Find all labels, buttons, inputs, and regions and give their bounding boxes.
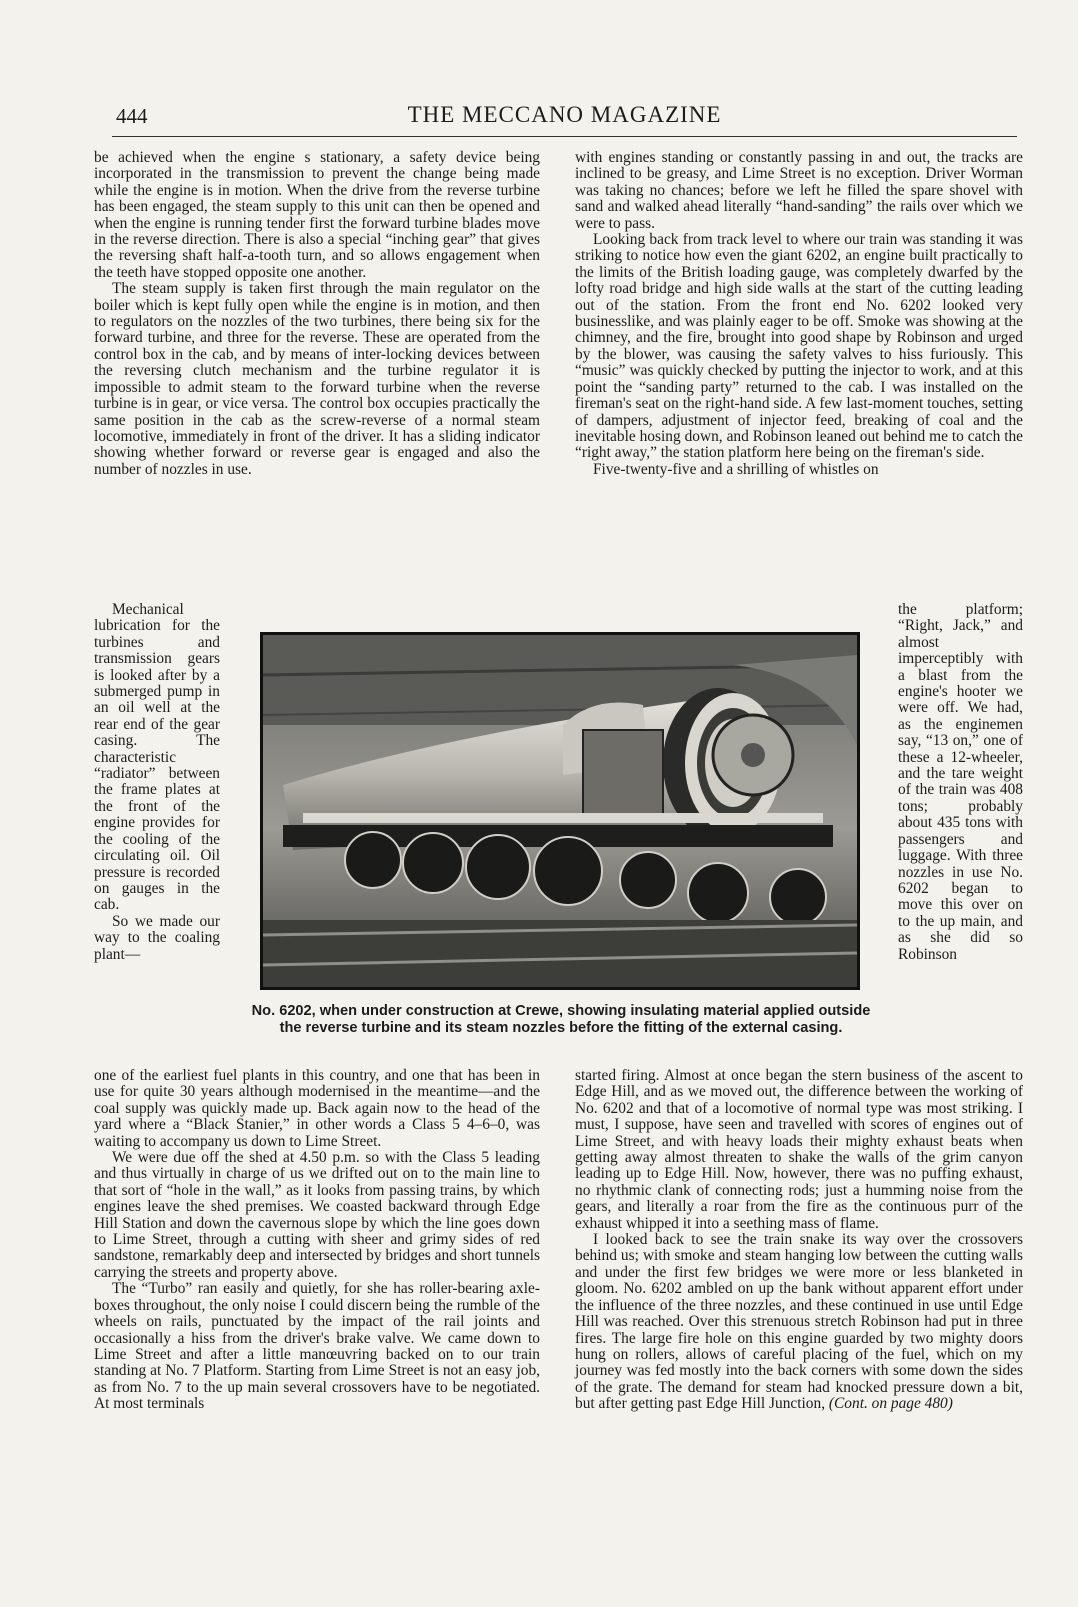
continued-note: (Cont. on page 480) (828, 1395, 953, 1413)
paragraph: The steam supply is taken first through the main regulator on the boiler which is kept fully open while the engine is in motion, and then to regulators on the nozzles of the two turbines, there being six for the forward turbine, and three for the reverse. These are operated from the control box in the cab, and by means of inter-locking devices between the reversing clutch mechanism and the turbine regulator it is impossible to admit steam to the forward turbine when the reverse turbine is in gear, or vice versa. The control box occupies practically the same position in the cab as the screw-reverse of a normal steam locomotive, immediately in front of the driver. It has a sliding indicator showing whether forward or reverse gear is engaged and also the number of nozzles in use. (94, 280, 540, 478)
right-column-top (575, 150, 1023, 478)
paragraph: be achieved when the engine s stationary, a safety device being incorporated in the transmission to prevent the change being made while the engine is in motion. When the drive from the reverse turbine has been engaged, the steam supply to this unit can then be opened and when the engine is running tender first the forward turbine blades move in the reverse direction. There is also a special “inching gear” that gives the reversing shaft half-a-tooth turn, and so allows engagement when the teeth have stopped opposite one another. (94, 149, 540, 281)
left-column-top (94, 150, 540, 478)
paragraph: So we made our way to the coaling plant— (94, 912, 220, 963)
paragraph-text: I looked back to see the train snake its way over the crossovers behind us; with smoke and steam hanging low between the cutting walls and under the first few bridges we were more or less blanketed in gloom. No. 6202 ambled on up the bank without apparent effort under the influence of the three nozzles, and these continued in use until Edge Hill was reached. Over this strenuous stretch Robinson had put in three fires. The large fire hole on this engine guarded by two mighty doors hung on rollers, allows of careful placing of the fuel, which on my journey was fed mostly into the back corners with some down the sides of the grate. The demand for steam had knocked pressure down a bit, but after getting past Edge Hill Junction, (575, 1231, 1023, 1413)
right-column-bottom (575, 1068, 1023, 1413)
paragraph: Five-twenty-five and a shrilling of whistles on (593, 460, 879, 478)
paragraph: with engines standing or constantly passing in and out, the tracks are inclined to be greasy, and Lime Street is no exception. Driver Worman was taking no chances; before we left he filled the spare shovel with sand and walked ahead literally “hand-sanding” the rails over which we were to pass. (575, 149, 1023, 232)
paragraph (575, 1232, 1023, 1412)
left-column-bottom (94, 1068, 540, 1413)
paragraph: the platform; “Right, Jack,” and almost imperceptibly with a blast from the engine's hooter we were off. We had, as the enginemen say, “13 on,” one of these a 12-wheeler, and the tare weight of the train was 408 tons; probably about 435 tons with passengers and luggage. With three nozzles in use No. 6202 began to move this over on to the up main, and as she did so Robinson (898, 601, 1023, 963)
paragraph: We were due off the shed at 4.50 p.m. so with the Class 5 leading and thus virtually in charge of us we drifted out on to the main line to that sort of “hole in the wall,” as it looks from passing trains, by which engines leave the shed premises. We coasted backward through Edge Hill Station and down the cavernous slope by which the line goes down to Lime Street, through a cutting with sheer and grimy sides of red sandstone, remarkably deep and intersected by bridges and short tunnels carrying the streets and property above. (94, 1149, 540, 1281)
paragraph: started firing. Almost at once began the stern business of the ascent to Edge Hill, and as we moved out, the difference between the working of No. 6202 and that of a locomotive of normal type was most striking. I must, I suppose, have seen and travelled with scores of engines out of Lime Street, and with heavy loads their mighty exhaust beats when getting away almost threaten to shake the walls of the grim canyon leading up to Edge Hill. Now, however, there was no puffing exhaust, no rhythmic clank of connecting rods; just a humming noise from the gears, and literally a roar from the fire as the continuous purr of the exhaust whipped it into a seething mass of flame. (575, 1067, 1023, 1232)
left-column-wrap (94, 602, 220, 963)
paragraph: one of the earliest fuel plants in this country, and one that has been in use for quite 30 years although modernised in the meantime—and the coal supply was quickly made up. Back again now to the head of the yard where a “Black Stanier,” in other words a Class 5 4–6–0, was waiting to accompany us down to Lime Street. (94, 1067, 540, 1150)
right-column-wrap (898, 602, 1023, 963)
paragraph: Mechanical lubrication for the turbines and transmission gears is looked after by a submerged pump in an oil well at the rear end of the gear casing. The characteristic “radiator” between the frame plates at the front of the engine provides for the cooling of the circulating oil. Oil pressure is recorded on gauges in the cab. (94, 601, 220, 914)
header-rule (112, 136, 1017, 137)
paragraph: Looking back from track level to where our train was standing it was striking to notice how even the giant 6202, an engine built practically to the limits of the British loading gauge, was completely dwarfed by the lofty road bridge and high side walls at the start of the cutting leading out of the station. From the front end No. 6202 looked very businesslike, and was plainly eager to be off. Smoke was showing at the chimney, and the fire, brought into good shape by Robinson and urged by the blower, was causing the safety valves to hiss furiously. This “music” was quickly checked by putting the injector to work, and at this point the “sanding party” returned to the cab. I was installed on the fireman's seat on the right-hand side. A few last-moment touches, setting of dampers, adjustment of injector feed, breaking of coal and the inevitable hosing down, and Robinson leaned out behind me to catch the “right away,” the station platform here being on the fireman's side. (575, 231, 1023, 462)
paragraph: The “Turbo” ran easily and quietly, for she has roller-bearing axle-boxes throughout, the only noise I could discern being the rumble of the wheels on rails, punctuated by the impact of the rail joints and occasionally a hiss from the driver's brake valve. We came down to Lime Street and after a little manœuvring backed on to our train standing at No. 7 Platform. Starting from Lime Street is not an easy job, as from No. 7 to the up main several crossovers have to be negotiated. At most terminals (94, 1280, 540, 1413)
magazine-title: THE MECCANO MAGAZINE (407, 102, 722, 127)
locomotive-photo (260, 632, 860, 990)
photo-caption: No. 6202, when under construction at Crewe, showing insulating material applied outside the reverse turbine and its steam nozzles before the fitting of the external casing. (251, 1003, 871, 1036)
page-header (112, 100, 1017, 136)
page-number: 444 (116, 104, 148, 128)
